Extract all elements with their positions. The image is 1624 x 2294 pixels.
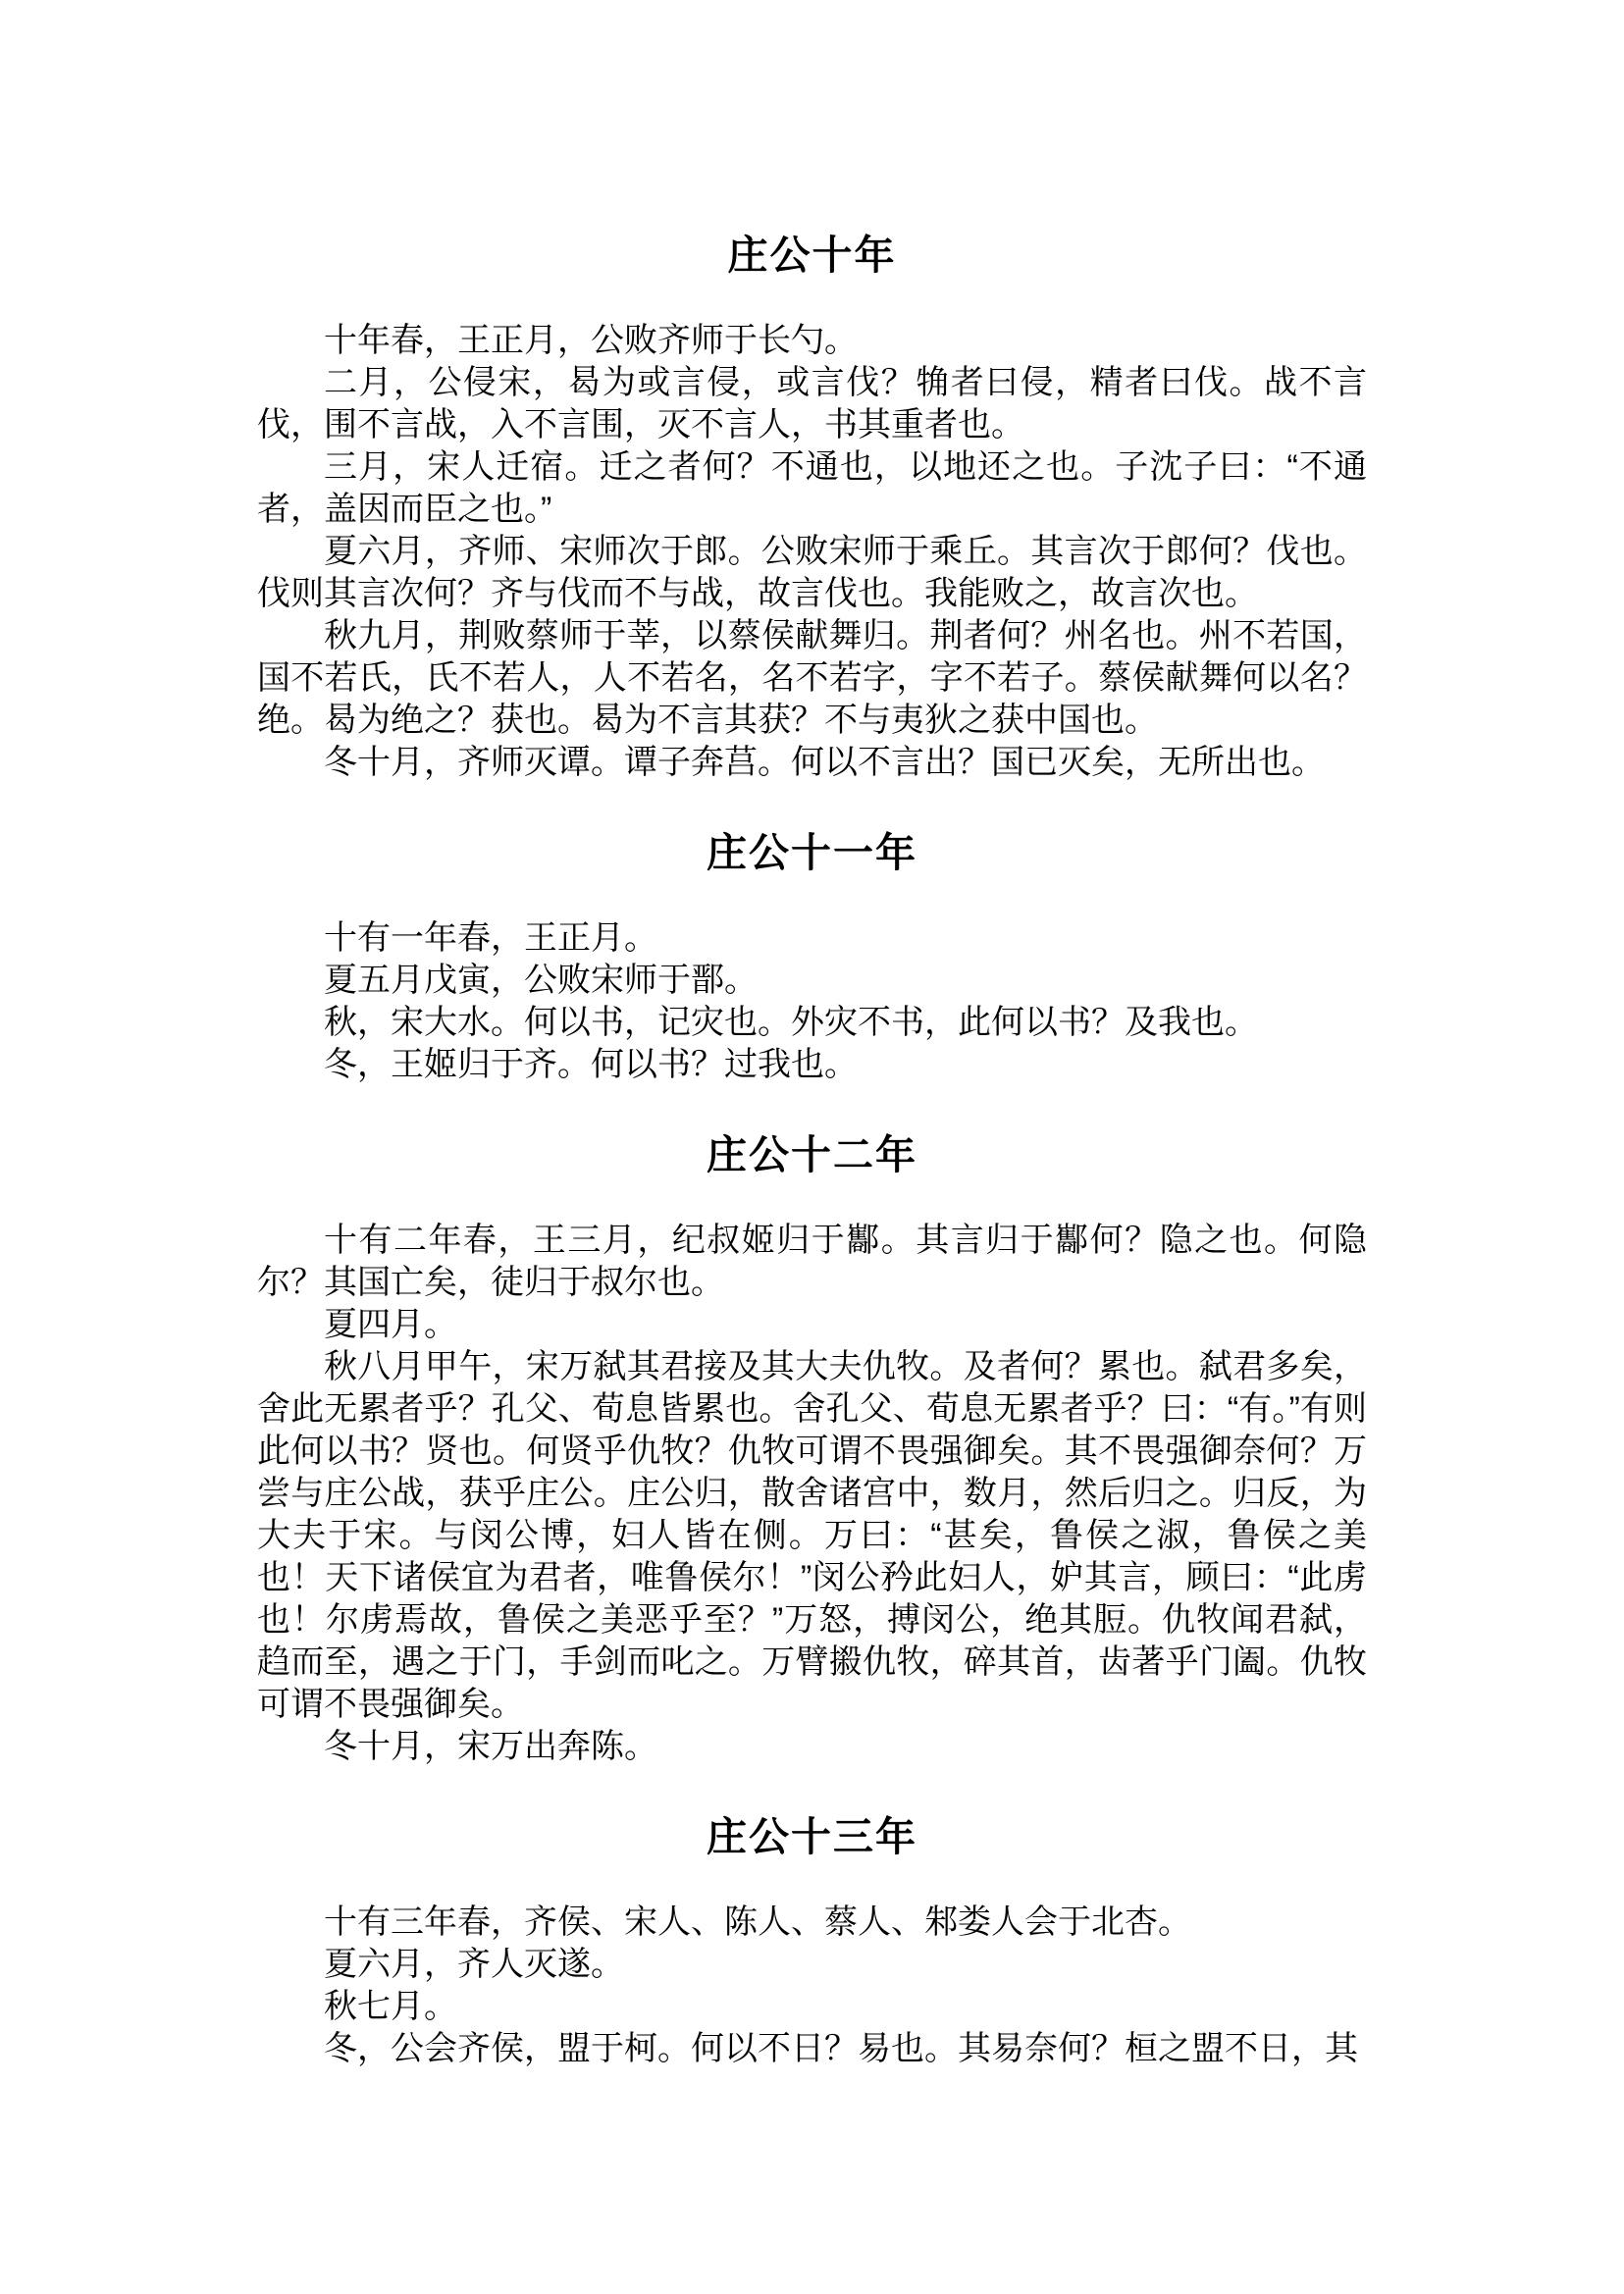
paragraph: 冬，公会齐侯，盟于柯。何以不日？易也。其易奈何？桓之盟不日，其 xyxy=(324,2030,1358,2067)
paragraph: 秋，宋大水。何以书，记灾也。外灾不书，此何以书？及我也。 xyxy=(324,1004,1258,1041)
paragraph: 三月，宋人迁宿。迁之者何？不通也，以地还之也。子沈子曰：“不通者，盖因而臣之也。” xyxy=(257,448,1367,528)
paragraph: 秋八月甲午，宋万弑其君接及其大夫仇牧。及者何？累也。弑君多矣，舍此无累者乎？孔父、荀息皆累也。舍孔父、荀息无累者乎？曰：“有。”有则此何以书？贤也。何贤乎仇牧？仇牧可谓不畏强御矣。其不畏强御奈何？万尝与庄公战，获乎庄公。庄公归，散舍诸宫中，数月，然后归之。归反，为大夫于宋。与闵公博，妇人皆在侧。万曰：“甚矣，鲁侯之淑，鲁侯之美也！天下诸侯宜为君者，唯鲁侯尔！”闵公矜此妇人，妒其言，顾曰：“此虏也！尔虏焉故，鲁侯之美恶乎至？”万怒，搏闵公，绝其脰。仇牧闻君弑，趋而至，遇之于门，手剑而叱之。万臂摋仇牧，碎其首，齿著乎门阖。仇牧可谓不畏强御矣。 xyxy=(257,1348,1367,1723)
paragraph: 冬，王姬归于齐。何以书？过我也。 xyxy=(324,1046,858,1083)
section-title: 庄公十二年 xyxy=(707,1132,917,1177)
section-title: 庄公十一年 xyxy=(707,830,917,875)
paragraph: 冬十月，齐师灭谭。谭子奔莒。何以不言出？国已灭矣，无所出也。 xyxy=(324,744,1325,781)
paragraph: 冬十月，宋万出奔陈。 xyxy=(324,1728,657,1765)
section-title: 庄公十三年 xyxy=(707,1814,917,1859)
section-title: 庄公十年 xyxy=(727,233,897,278)
paragraph: 十有一年春，王正月。 xyxy=(324,919,657,957)
paragraph: 夏六月，齐人灭遂。 xyxy=(324,1946,624,1983)
paragraph: 十有二年春，王三月，纪叔姬归于酅。其言归于酅何？隐之也。何隐尔？其国亡矣，徒归于叔尔也。 xyxy=(257,1222,1367,1301)
paragraph: 秋七月。 xyxy=(324,1988,457,2025)
paragraph: 二月，公侵宋，曷为或言侵，或言伐？觕者曰侵，精者曰伐。战不言伐，围不言战，入不言围，灭不言人，书其重者也。 xyxy=(257,364,1367,443)
paragraph: 十年春，王正月，公败齐师于长勺。 xyxy=(324,322,858,359)
paragraph: 十有三年春，齐侯、宋人、陈人、蔡人、邾娄人会于北杏。 xyxy=(324,1903,1191,1941)
paragraph: 秋九月，荆败蔡师于莘，以蔡侯献舞归。荆者何？州名也。州不若国，国不若氏，氏不若人，人不若名，名不若字，字不若子。蔡侯献舞何以名？绝。曷为绝之？获也。曷为不言其获？不与夷狄之获中国也。 xyxy=(257,617,1367,739)
paragraph: 夏六月，齐师、宋师次于郎。公败宋师于乘丘。其言次于郎何？伐也。伐则其言次何？齐与伐而不与战，故言伐也。我能败之，故言次也。 xyxy=(257,533,1367,612)
paragraph: 夏五月戊寅，公败宋师于鄑。 xyxy=(324,962,758,999)
paragraph: 夏四月。 xyxy=(324,1306,457,1343)
